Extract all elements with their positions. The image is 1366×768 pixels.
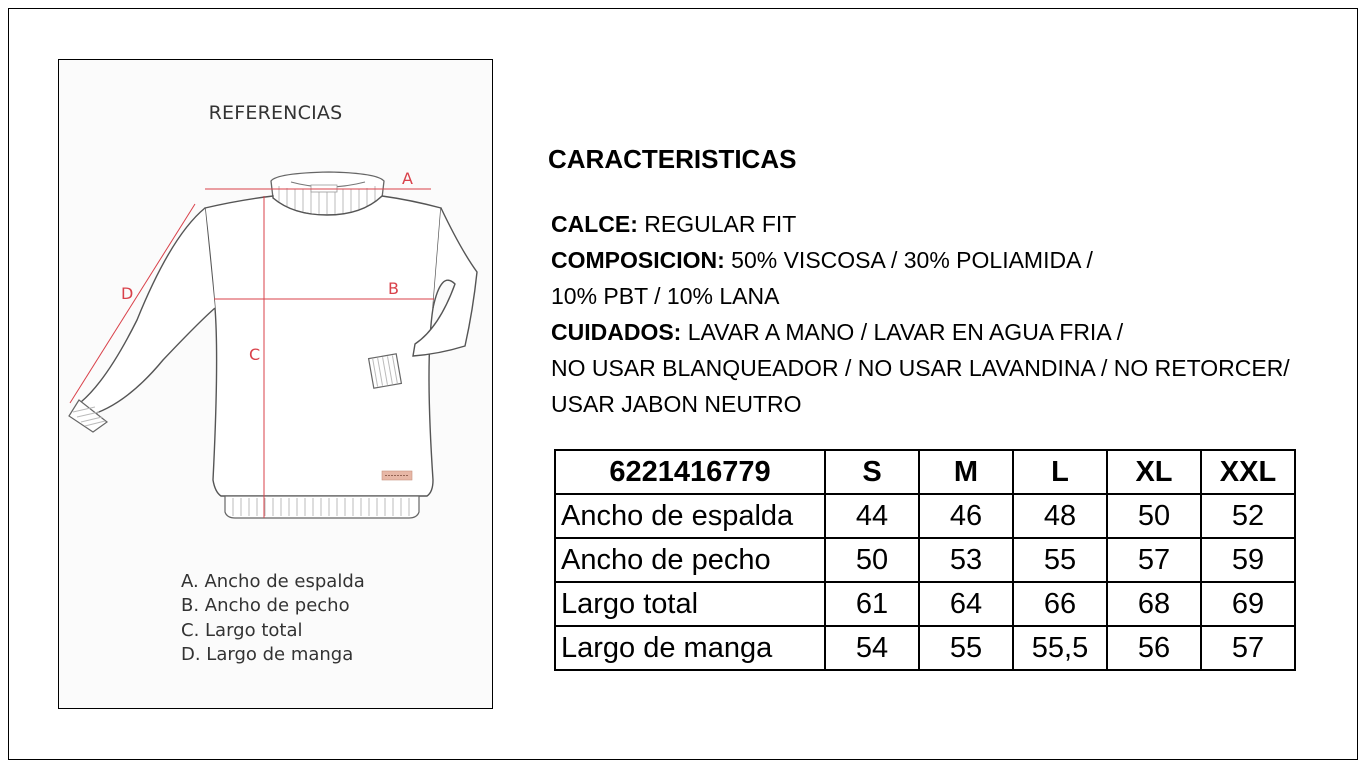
table-cell: 57: [1201, 626, 1295, 670]
marker-c: C: [249, 345, 261, 364]
table-cell: 59: [1201, 538, 1295, 582]
row-label: Ancho de pecho: [555, 538, 825, 582]
spec-calce-value: REGULAR FIT: [637, 211, 797, 237]
left-sleeve: [81, 208, 215, 416]
table-row: [555, 626, 1295, 670]
size-table-header: [555, 450, 1295, 494]
spec-cuidados-cont2: USAR JABON NEUTRO: [551, 391, 802, 417]
table-cell: 57: [1107, 538, 1201, 582]
table-row: [555, 494, 1295, 538]
size-header-s: S: [825, 450, 919, 494]
table-cell: 48: [1013, 494, 1107, 538]
marker-b: B: [388, 279, 399, 298]
sweater-body: [205, 196, 441, 496]
characteristics-title: CARACTERISTICAS: [548, 144, 797, 174]
marker-d: D: [121, 284, 134, 303]
table-cell: 56: [1107, 626, 1201, 670]
size-header-xxl: XXL: [1201, 450, 1295, 494]
size-header-l: L: [1013, 450, 1107, 494]
row-label: Ancho de espalda: [555, 494, 825, 538]
references-legend: [181, 570, 365, 667]
table-cell: 50: [825, 538, 919, 582]
spec-cuidados-cont: NO USAR BLANQUEADOR / NO USAR LAVANDINA / NO RETORCER/: [551, 355, 1290, 381]
marker-a: A: [402, 169, 413, 188]
spec-composicion-cont: 10% PBT / 10% LANA: [551, 283, 780, 309]
table-cell: 53: [919, 538, 1013, 582]
legend-item-c: C. Largo total: [181, 619, 303, 641]
row-label: Largo total: [555, 582, 825, 626]
table-cell: 55,5: [1013, 626, 1107, 670]
spec-calce-label: CALCE:: [551, 211, 638, 237]
table-row: [555, 582, 1295, 626]
legend-item-d: D. Largo de manga: [181, 643, 354, 665]
spec-composicion: [551, 247, 1093, 274]
references-card: [58, 59, 493, 709]
table-cell: 55: [919, 626, 1013, 670]
row-label: Largo de manga: [555, 626, 825, 670]
table-cell: 61: [825, 582, 919, 626]
spec-calce: [551, 211, 796, 238]
spec-cuidados-label: CUIDADOS:: [551, 319, 682, 345]
product-code: 6221416779: [555, 450, 825, 494]
spec-cuidados-value: LAVAR A MANO / LAVAR EN AGUA FRIA /: [681, 319, 1124, 345]
table-cell: 68: [1107, 582, 1201, 626]
table-cell: 64: [919, 582, 1013, 626]
waistband: [225, 496, 419, 518]
spec-cuidados: [551, 319, 1123, 346]
spec-composicion-label: COMPOSICION:: [551, 247, 725, 273]
references-title: REFERENCIAS: [208, 102, 343, 124]
table-cell: 52: [1201, 494, 1295, 538]
table-cell: 54: [825, 626, 919, 670]
size-header-xl: XL: [1107, 450, 1201, 494]
table-cell: 69: [1201, 582, 1295, 626]
table-cell: 55: [1013, 538, 1107, 582]
legend-item-b: B. Ancho de pecho: [181, 595, 350, 617]
table-cell: 50: [1107, 494, 1201, 538]
spec-composicion-value: 50% VISCOSA / 30% POLIAMIDA /: [724, 247, 1093, 273]
legend-item-a: A. Ancho de espalda: [181, 571, 365, 592]
table-row: [555, 538, 1295, 582]
size-header-m: M: [919, 450, 1013, 494]
size-table: [554, 449, 1296, 671]
table-cell: 44: [825, 494, 919, 538]
table-cell: 66: [1013, 582, 1107, 626]
table-cell: 46: [919, 494, 1013, 538]
